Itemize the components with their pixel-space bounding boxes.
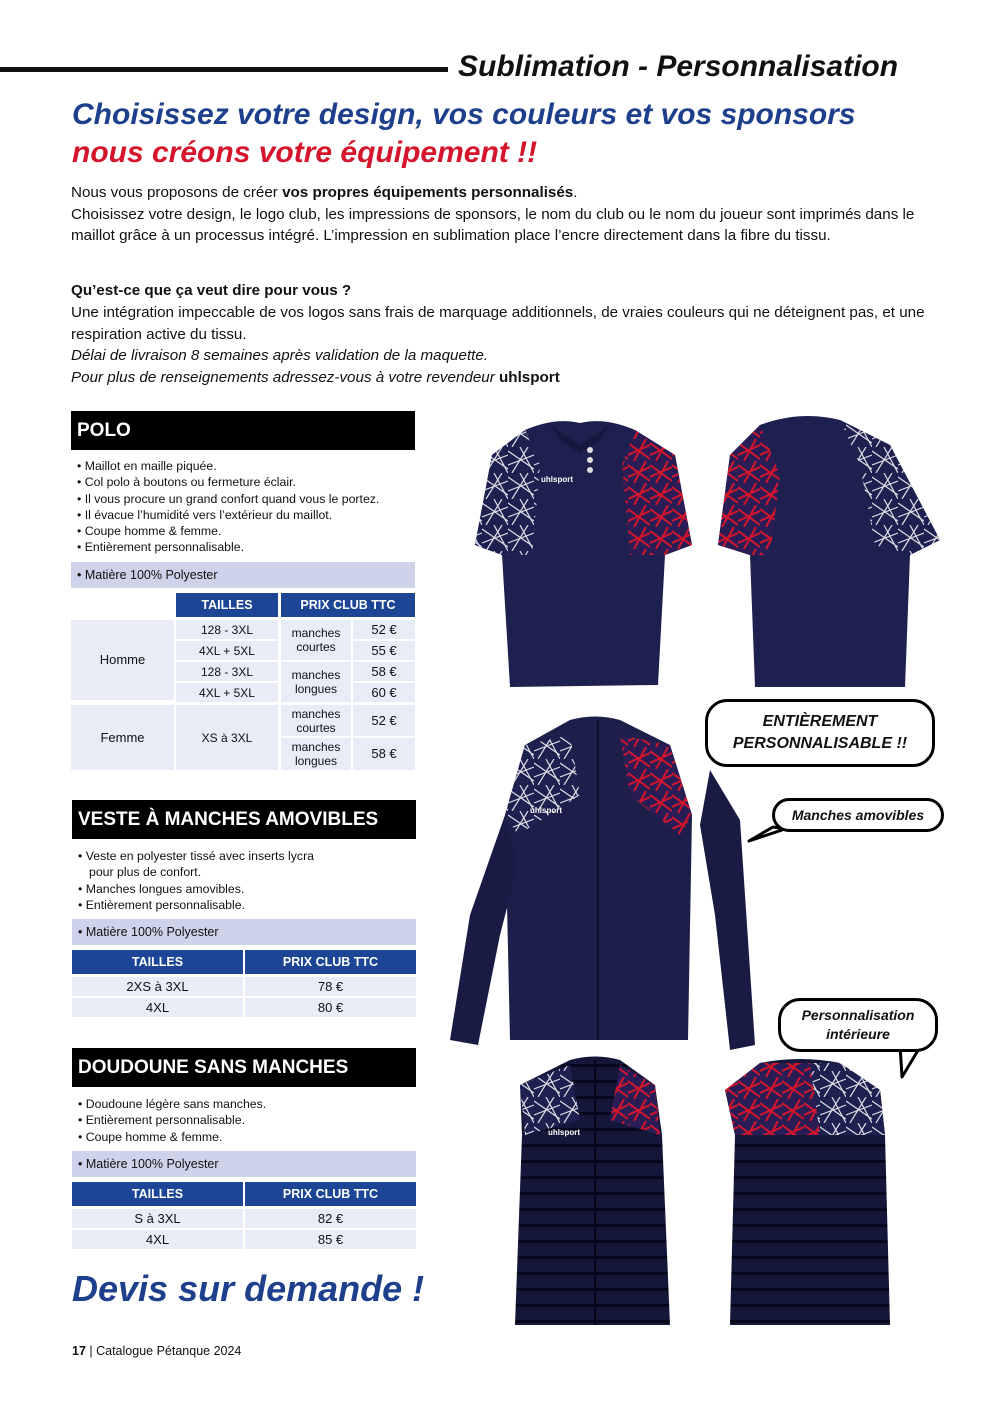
polo-col-price: PRIX CLUB TTC: [281, 593, 415, 617]
doudoune-price-cell: 82 €: [245, 1209, 416, 1228]
delivery-delay: Délai de livraison 8 semaines après validation de la maquette.: [71, 347, 489, 364]
polo-bullets: • Maillot en maille piquée. • Col polo à boutons ou fermeture éclair. • Il vous procure un grand confort quand vous le portez. • Il évacue l’humidité vers l’extérieur du maillot. • Coupe homme & femme. • Entièrement personnalisable.: [77, 459, 380, 555]
veste-size-cell: 4XL: [72, 998, 243, 1017]
veste-size-cell: 2XS à 3XL: [72, 977, 243, 996]
polo-price-cell: 58 €: [353, 662, 415, 681]
polo-material: • Matière 100% Polyester: [71, 562, 415, 588]
polo-femme-label: Femme: [71, 705, 174, 770]
polo-price-cell: 60 €: [353, 683, 415, 702]
headline-red: nous créons votre équipement !!: [72, 136, 538, 169]
polo-section-header: POLO: [71, 411, 415, 450]
vest-brand: uhlsport: [548, 1128, 580, 1137]
doudoune-section-header: DOUDOUNE SANS MANCHES: [72, 1048, 416, 1087]
doudoune-bullets: • Doudoune légère sans manches. • Entièrement personnalisable. • Coupe homme & femme.: [78, 1097, 267, 1144]
jacket-brand: uhlsport: [530, 806, 562, 815]
doudoune-size-cell: S à 3XL: [72, 1209, 243, 1228]
jacket-image: [450, 717, 755, 1051]
polo-homme-label: Homme: [71, 620, 174, 700]
polo-size-cell: 128 - 3XL: [176, 620, 278, 639]
vest-front-image: [515, 1057, 670, 1326]
doudoune-col-sizes: TAILLES: [72, 1182, 243, 1206]
header-rule: [0, 67, 448, 72]
veste-col-price: PRIX CLUB TTC: [245, 950, 416, 974]
polo-back-image: [718, 416, 940, 687]
doudoune-price-cell: 85 €: [245, 1230, 416, 1249]
intro-text: Nous vous proposons de créer vos propres équipements personnalisés. Choisissez votre design, le logo club, les impressions de sponsors, le nom du club ou le nom du joueur sont imprimés dans le maillot grâce à un processus intégré. L’impression en sublimation place l’encre directement dans la fibre du tissu.: [71, 182, 931, 247]
polo-price-cell: 55 €: [353, 641, 415, 660]
polo-price-cell: 52 €: [353, 620, 415, 639]
veste-price-cell: 80 €: [245, 998, 416, 1017]
doudoune-size-cell: 4XL: [72, 1230, 243, 1249]
question-body: Une intégration impeccable de vos logos sans frais de marquage additionnels, de vraies couleurs qui ne déteignent pas, et une respiration active du tissu. Délai de livraison 8 semaines après validation de la maquette. Pour plus de renseignements adressez-vous à votre revendeur uhlsport: [71, 302, 931, 388]
page-footer: 17 | Catalogue Pétanque 2024: [72, 1344, 242, 1358]
veste-material: • Matière 100% Polyester: [72, 919, 416, 945]
bubble-interieure: Personnalisation intérieure: [778, 998, 938, 1052]
polo-price-cell: 52 €: [353, 705, 415, 736]
veste-price-cell: 78 €: [245, 977, 416, 996]
headline-blue: Choisissez votre design, vos couleurs et vos sponsors: [72, 98, 856, 131]
contact-line: Pour plus de renseignements adressez-vous à votre revendeur uhlsport: [71, 368, 560, 386]
bubble-manches: Manches amovibles: [772, 798, 944, 832]
polo-front-image: [475, 421, 692, 687]
polo-size-cell: 4XL + 5XL: [176, 683, 278, 702]
question-title: Qu’est-ce que ça veut dire pour vous ?: [71, 282, 352, 299]
polo-size-cell: 4XL + 5XL: [176, 641, 278, 660]
polo-femme-sleeve: manches courtes: [281, 705, 351, 736]
page-title: Sublimation - Personnalisation: [458, 50, 899, 83]
polo-sleeve-short: manches courtes: [281, 620, 351, 660]
veste-bullets: • Veste en polyester tissé avec inserts lycra pour plus de confort. • Manches longues amovibles. • Entièrement personnalisable.: [78, 849, 315, 912]
polo-col-sizes: TAILLES: [176, 593, 278, 617]
devis-callout: Devis sur demande !: [72, 1268, 425, 1309]
polo-sleeve-long: manches longues: [281, 662, 351, 702]
polo-price-cell: 58 €: [353, 738, 415, 770]
polo-size-cell: 128 - 3XL: [176, 662, 278, 681]
bubble-personnalisable: ENTIÈREMENT PERSONNALISABLE !!: [705, 699, 935, 767]
doudoune-col-price: PRIX CLUB TTC: [245, 1182, 416, 1206]
garment-illustrations: [430, 395, 990, 1355]
polo-femme-sleeve: manches longues: [281, 738, 351, 770]
polo-brand: uhlsport: [541, 475, 573, 484]
veste-section-header: VESTE À MANCHES AMOVIBLES: [72, 800, 416, 839]
polo-femme-size: XS à 3XL: [176, 705, 278, 770]
veste-col-sizes: TAILLES: [72, 950, 243, 974]
vest-back-image: [725, 1059, 890, 1325]
doudoune-material: • Matière 100% Polyester: [72, 1151, 416, 1177]
intro-paragraph: Choisissez votre design, le logo club, les impressions de sponsors, le nom du club ou le nom du joueur sont imprimés dans le maillot grâce à un processus intégré. L’impression en sublimation place l’encre directement dans la fibre du tissu.: [71, 205, 915, 244]
